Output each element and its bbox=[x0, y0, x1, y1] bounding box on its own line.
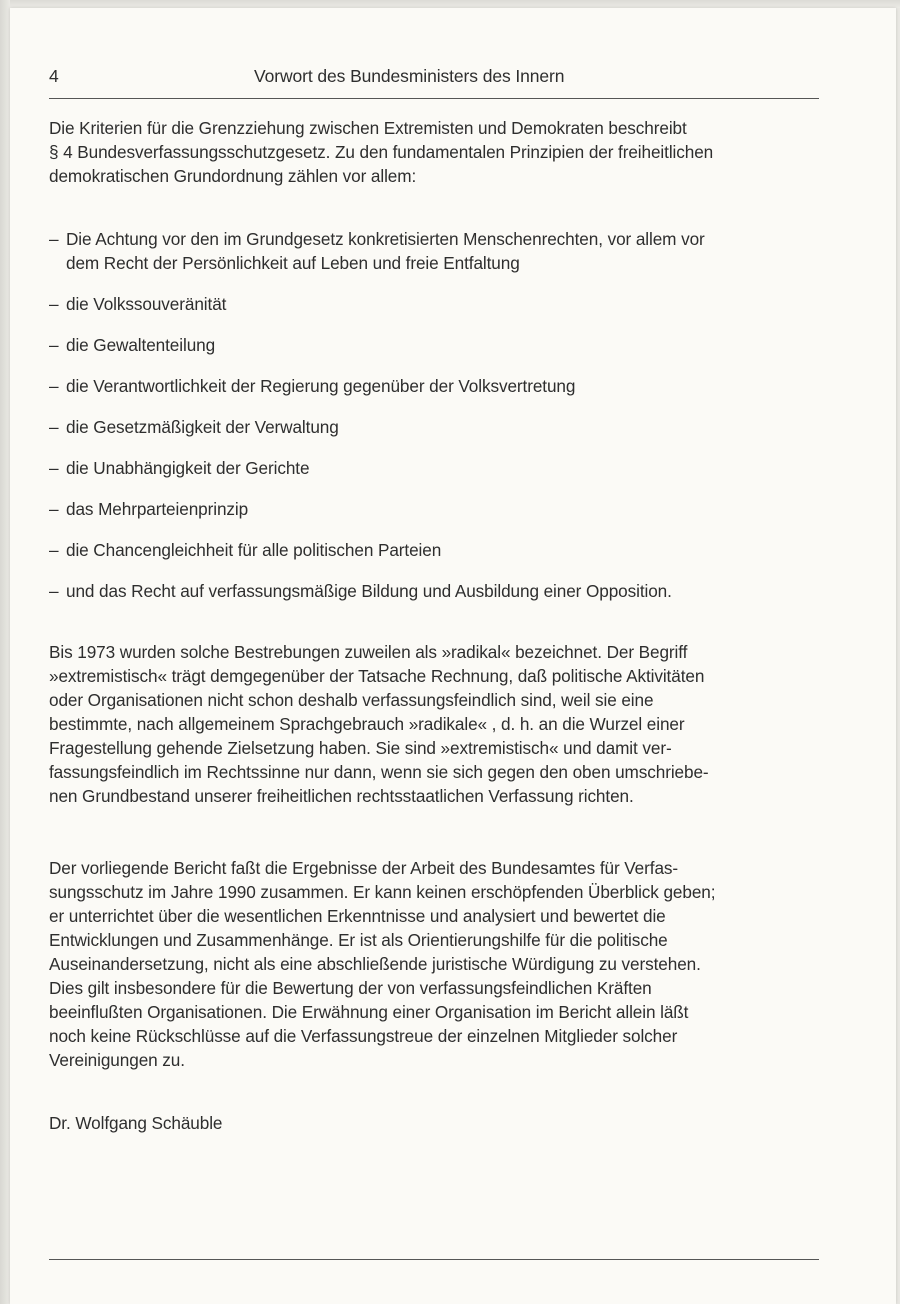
text-line: Die Kriterien für die Grenzziehung zwischen Extremisten und Demokraten beschreibt bbox=[49, 118, 687, 138]
list-item bbox=[49, 227, 839, 275]
list-item bbox=[49, 333, 839, 357]
text-line: oder Organisationen nicht schon deshalb verfassungsfeindlich sind, weil sie eine bbox=[49, 690, 654, 710]
text-line: sungsschutz im Jahre 1990 zusammen. Er kann keinen erschöpfenden Überblick geben; bbox=[49, 882, 716, 902]
text-line: die Volkssouveränität bbox=[66, 294, 227, 314]
text-line: nen Grundbestand unserer freiheitlichen rechtsstaatlichen Verfassung richten. bbox=[49, 786, 634, 806]
list-dash: – bbox=[49, 294, 59, 314]
text-line: beeinflußten Organisationen. Die Erwähnung einer Organisation im Bericht allein läßt bbox=[49, 1002, 689, 1022]
list-dash: – bbox=[49, 229, 59, 249]
text-line: und das Recht auf verfassungsmäßige Bildung und Ausbildung einer Opposition. bbox=[66, 581, 672, 601]
text-line: § 4 Bundesverfassungsschutzgesetz. Zu den fundamentalen Prinzipien der freiheitlichen bbox=[49, 142, 714, 162]
list-dash: – bbox=[49, 417, 59, 437]
text-line: Auseinandersetzung, nicht als eine abschließende juristische Würdigung zu verstehen. bbox=[49, 954, 701, 974]
list-dash: – bbox=[49, 376, 59, 396]
list-dash: – bbox=[49, 335, 59, 355]
text-line: die Unabhängigkeit der Gerichte bbox=[66, 458, 310, 478]
page-number: 4 bbox=[49, 66, 59, 86]
list-item bbox=[49, 579, 839, 603]
text-line: das Mehrparteienprinzip bbox=[66, 499, 249, 519]
text-line: Die Achtung vor den im Grundgesetz konkretisierten Menschenrechten, vor allem vor bbox=[66, 229, 705, 249]
list-item bbox=[49, 456, 839, 480]
header-rule bbox=[49, 98, 819, 99]
text-line: »extremistisch« trägt demgegenüber der Tatsache Rechnung, daß politische Aktivitäten bbox=[49, 666, 705, 686]
text-line: bestimmte, nach allgemeinem Sprachgebrauch »radikale« , d. h. an die Wurzel einer bbox=[49, 714, 685, 734]
running-title: Vorwort des Bundesministers des Innern bbox=[254, 66, 565, 86]
intro-paragraph bbox=[49, 116, 829, 188]
list-dash: – bbox=[49, 540, 59, 560]
text-line: Fragestellung gehende Zielsetzung haben. Sie sind »extremistisch« und damit ver- bbox=[49, 738, 672, 758]
document-page bbox=[10, 8, 896, 1304]
text-line: Dies gilt insbesondere für die Bewertung der von verfassungsfeindlichen Kräften bbox=[49, 978, 652, 998]
text-line: die Verantwortlichkeit der Regierung gegenüber der Volksvertretung bbox=[66, 376, 576, 396]
text-line: dem Recht der Persönlichkeit auf Leben und freie Entfaltung bbox=[66, 253, 520, 273]
list-dash: – bbox=[49, 581, 59, 601]
text-line: noch keine Rückschlüsse auf die Verfassungstreue der einzelnen Mitglieder solcher bbox=[49, 1026, 678, 1046]
list-item bbox=[49, 292, 839, 316]
list-item bbox=[49, 497, 839, 521]
text-line: demokratischen Grundordnung zählen vor allem: bbox=[49, 166, 417, 186]
text-line: Der vorliegende Bericht faßt die Ergebnisse der Arbeit des Bundesamtes für Verfas- bbox=[49, 858, 679, 878]
list-dash: – bbox=[49, 499, 59, 519]
paragraph-radical-extremist bbox=[49, 640, 831, 808]
page-edge-top bbox=[0, 0, 900, 8]
page-header bbox=[49, 64, 819, 90]
footer-rule bbox=[49, 1259, 819, 1260]
text-line: Vereinigungen zu. bbox=[49, 1050, 185, 1070]
principles-list bbox=[49, 227, 839, 620]
text-line: Entwicklungen und Zusammenhänge. Er ist als Orientierungshilfe für die politische bbox=[49, 930, 668, 950]
list-item bbox=[49, 374, 839, 398]
text-line: die Chancengleichheit für alle politischen Parteien bbox=[66, 540, 442, 560]
list-dash: – bbox=[49, 458, 59, 478]
signature: Dr. Wolfgang Schäuble bbox=[49, 1113, 223, 1133]
text-line: Bis 1973 wurden solche Bestrebungen zuweilen als »radikal« bezeichnet. Der Begriff bbox=[49, 642, 688, 662]
list-item bbox=[49, 415, 839, 439]
list-item bbox=[49, 538, 839, 562]
paragraph-report-scope bbox=[49, 856, 831, 1072]
text-line: die Gewaltenteilung bbox=[66, 335, 216, 355]
text-line: er unterrichtet über die wesentlichen Erkenntnisse und analysiert und bewertet die bbox=[49, 906, 666, 926]
text-line: fassungsfeindlich im Rechtssinne nur dann, wenn sie sich gegen den oben umschriebe- bbox=[49, 762, 709, 782]
page-edge-left bbox=[0, 0, 10, 1304]
text-line: die Gesetzmäßigkeit der Verwaltung bbox=[66, 417, 339, 437]
